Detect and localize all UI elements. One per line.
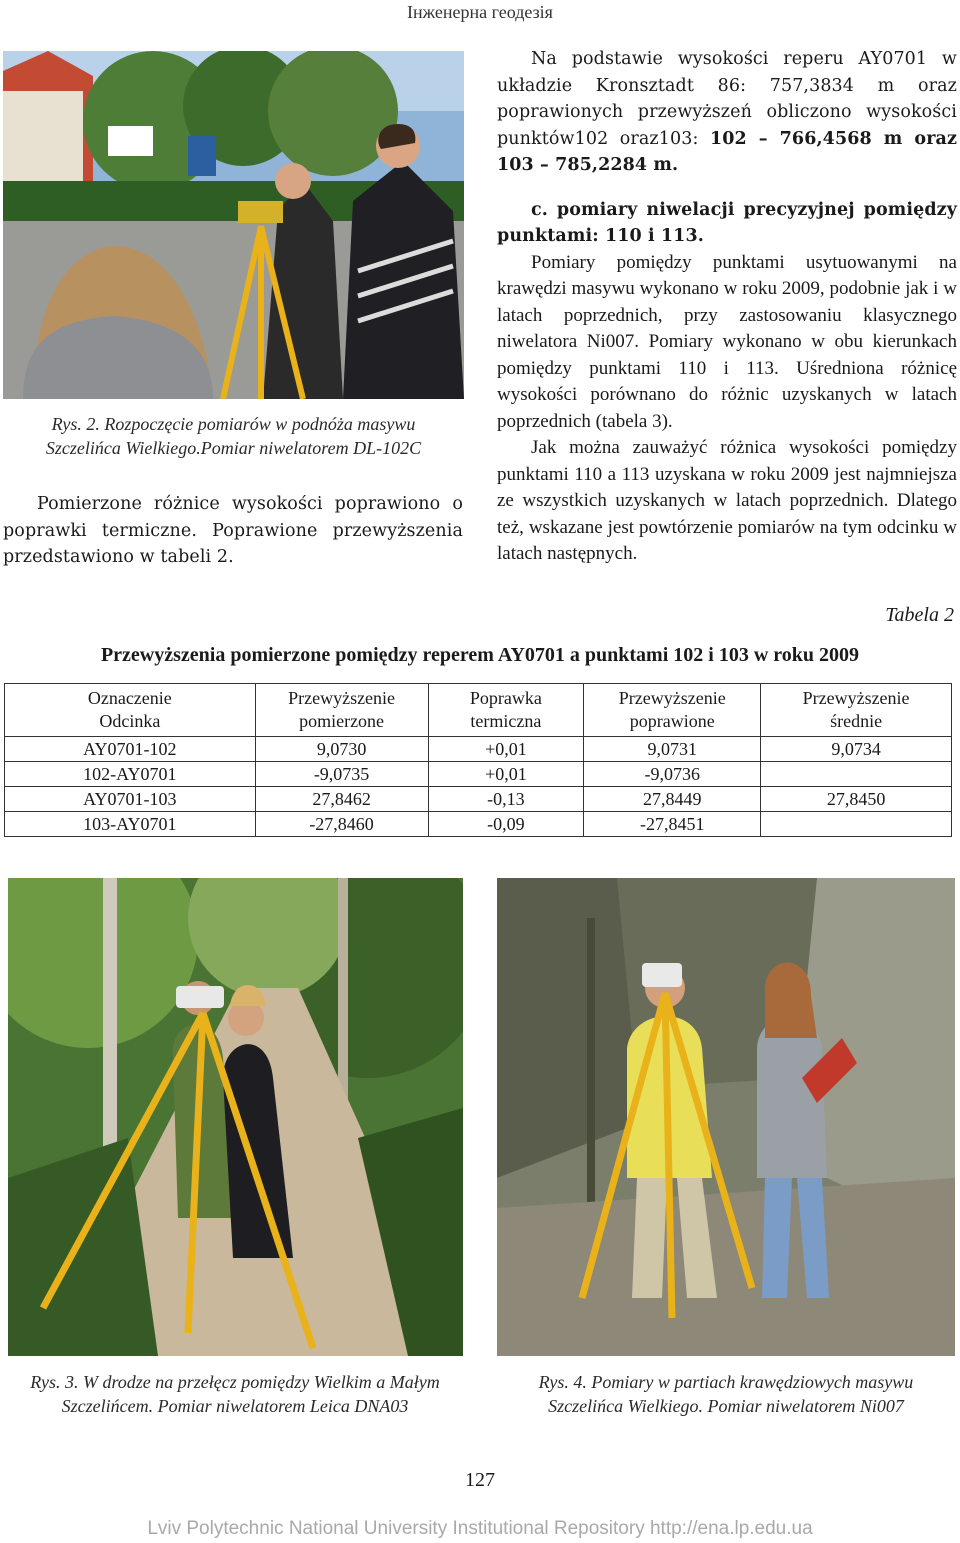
table-cell: AY0701-103 bbox=[5, 787, 256, 812]
paragraph-measurements-part1: Pomiary pomiędzy punktami usytuowanymi na krawędzi masywu wykonano w roku 2009, podobnie jak i w latach poprzednich, przy zastosowaniu klasycznego niwelatora Ni007. Pomiary wykonano w obu kierunkach pomiędzy punktami 110 i 113. bbox=[497, 251, 957, 379]
table-row bbox=[5, 812, 952, 837]
figure-2-photo bbox=[3, 51, 464, 399]
table-label: Tabela 2 bbox=[885, 604, 954, 626]
table-header-cell: Poprawka termiczna bbox=[428, 684, 584, 737]
table-cell: -0,09 bbox=[428, 812, 584, 837]
paragraph-measurements-part2: Uśredniona różnicę wysokości porównano do różnic uzyskanych w latach poprzednich (tabela 3). bbox=[497, 357, 957, 432]
figure-4-caption-line1: Rys. 4. Pomiary w partiach krawędziowych masywu bbox=[538, 1372, 914, 1392]
table-cell: 27,8462 bbox=[255, 787, 428, 812]
table-title: Przewyższenia pomierzone pomiędzy reperem AY0701 a punktami 102 i 103 w roku 2009 bbox=[100, 644, 860, 666]
figure-2-caption bbox=[3, 412, 464, 460]
table-header-cell: Przewyższenie pomierzone bbox=[255, 684, 428, 737]
paragraph-heights-text: Na podstawie wysokości reperu AY0701 w układzie Kronsztadt 86: 757,3834 m oraz poprawionych przewyższeń obliczono wysokości punktów102 oraz103: bbox=[497, 49, 957, 149]
table-cell: 103-AY0701 bbox=[5, 812, 256, 837]
figure-3-caption-line1: Rys. 3. W drodze na przełęcz pomiędzy Wielkim a Małym bbox=[30, 1372, 440, 1392]
figure-3-photo bbox=[8, 878, 463, 1356]
paragraph-conclusion: Jak można zauważyć różnica wysokości pomiędzy punktami 110 a 113 uzyskana w roku 2009 jest najmniejsza ze wszystkich uzyskanych w latach poprzednich. Dlatego też, wskazane jest powtórzenie pomiarów na tym odcinku w latach następnych. bbox=[497, 437, 957, 564]
table-cell: 102-AY0701 bbox=[5, 762, 256, 787]
table-cell: 27,8449 bbox=[584, 787, 761, 812]
section-heading-c-text: c. pomiary niwelacji precyzyjnej pomiędzy punktami: 110 i 113. bbox=[497, 199, 957, 246]
table-cell: -0,13 bbox=[428, 787, 584, 812]
paragraph-measurements bbox=[497, 250, 957, 436]
table-header-cell: Przewyższenie średnie bbox=[761, 684, 952, 737]
table-header-row bbox=[5, 684, 952, 737]
running-head: Інженерна геодезія bbox=[407, 2, 553, 22]
table-cell bbox=[761, 762, 952, 787]
table-cell: -27,8460 bbox=[255, 812, 428, 837]
left-paragraph: Pomierzone różnice wysokości poprawiono o poprawki termiczne. Poprawione przewyższenia przedstawiono w tabeli 2. bbox=[3, 494, 463, 567]
figure-3-caption bbox=[0, 1370, 470, 1418]
table-row bbox=[5, 787, 952, 812]
table-cell: AY0701-102 bbox=[5, 737, 256, 762]
table-cell: 27,8450 bbox=[761, 787, 952, 812]
paragraph-heights bbox=[497, 46, 957, 179]
figure-4-caption bbox=[493, 1370, 959, 1418]
figure-2-caption-line1: Rys. 2. Rozpoczęcie pomiarów w podnóża masywu bbox=[51, 414, 416, 434]
table-row bbox=[5, 737, 952, 762]
figure-4-caption-line2: Szczelińca Wielkiego. Pomiar niwelatorem Ni007 bbox=[548, 1396, 904, 1416]
table-cell: +0,01 bbox=[428, 737, 584, 762]
table-cell: 9,0734 bbox=[761, 737, 952, 762]
section-heading-c bbox=[497, 197, 957, 250]
paragraph-heights-bold: 102 – 766,4568 m oraz 103 – 785,2284 m. bbox=[497, 128, 958, 175]
figure-3-caption-line2: Szczelińcem. Pomiar niwelatorem Leica DNA03 bbox=[61, 1396, 409, 1416]
figure-4-photo bbox=[497, 878, 955, 1356]
table-cell: -9,0736 bbox=[584, 762, 761, 787]
table-row bbox=[5, 762, 952, 787]
table-cell bbox=[761, 812, 952, 837]
page-number: 127 bbox=[465, 1469, 495, 1491]
repository-footer: Lviv Polytechnic National University Institutional Repository http://ena.lp.edu.ua bbox=[147, 1518, 813, 1539]
figure-2-caption-line2: Szczelińca Wielkiego.Pomiar niwelatorem DL-102C bbox=[45, 438, 422, 458]
data-table bbox=[4, 683, 952, 837]
table-cell: 9,0730 bbox=[255, 737, 428, 762]
table-header-cell: Przewyższenie poprawione bbox=[584, 684, 761, 737]
table-cell: 9,0731 bbox=[584, 737, 761, 762]
table-cell: +0,01 bbox=[428, 762, 584, 787]
right-column bbox=[497, 46, 957, 568]
table-cell: -9,0735 bbox=[255, 762, 428, 787]
table-header-cell: Oznaczenie Odcinka bbox=[5, 684, 256, 737]
table-cell: -27,8451 bbox=[584, 812, 761, 837]
